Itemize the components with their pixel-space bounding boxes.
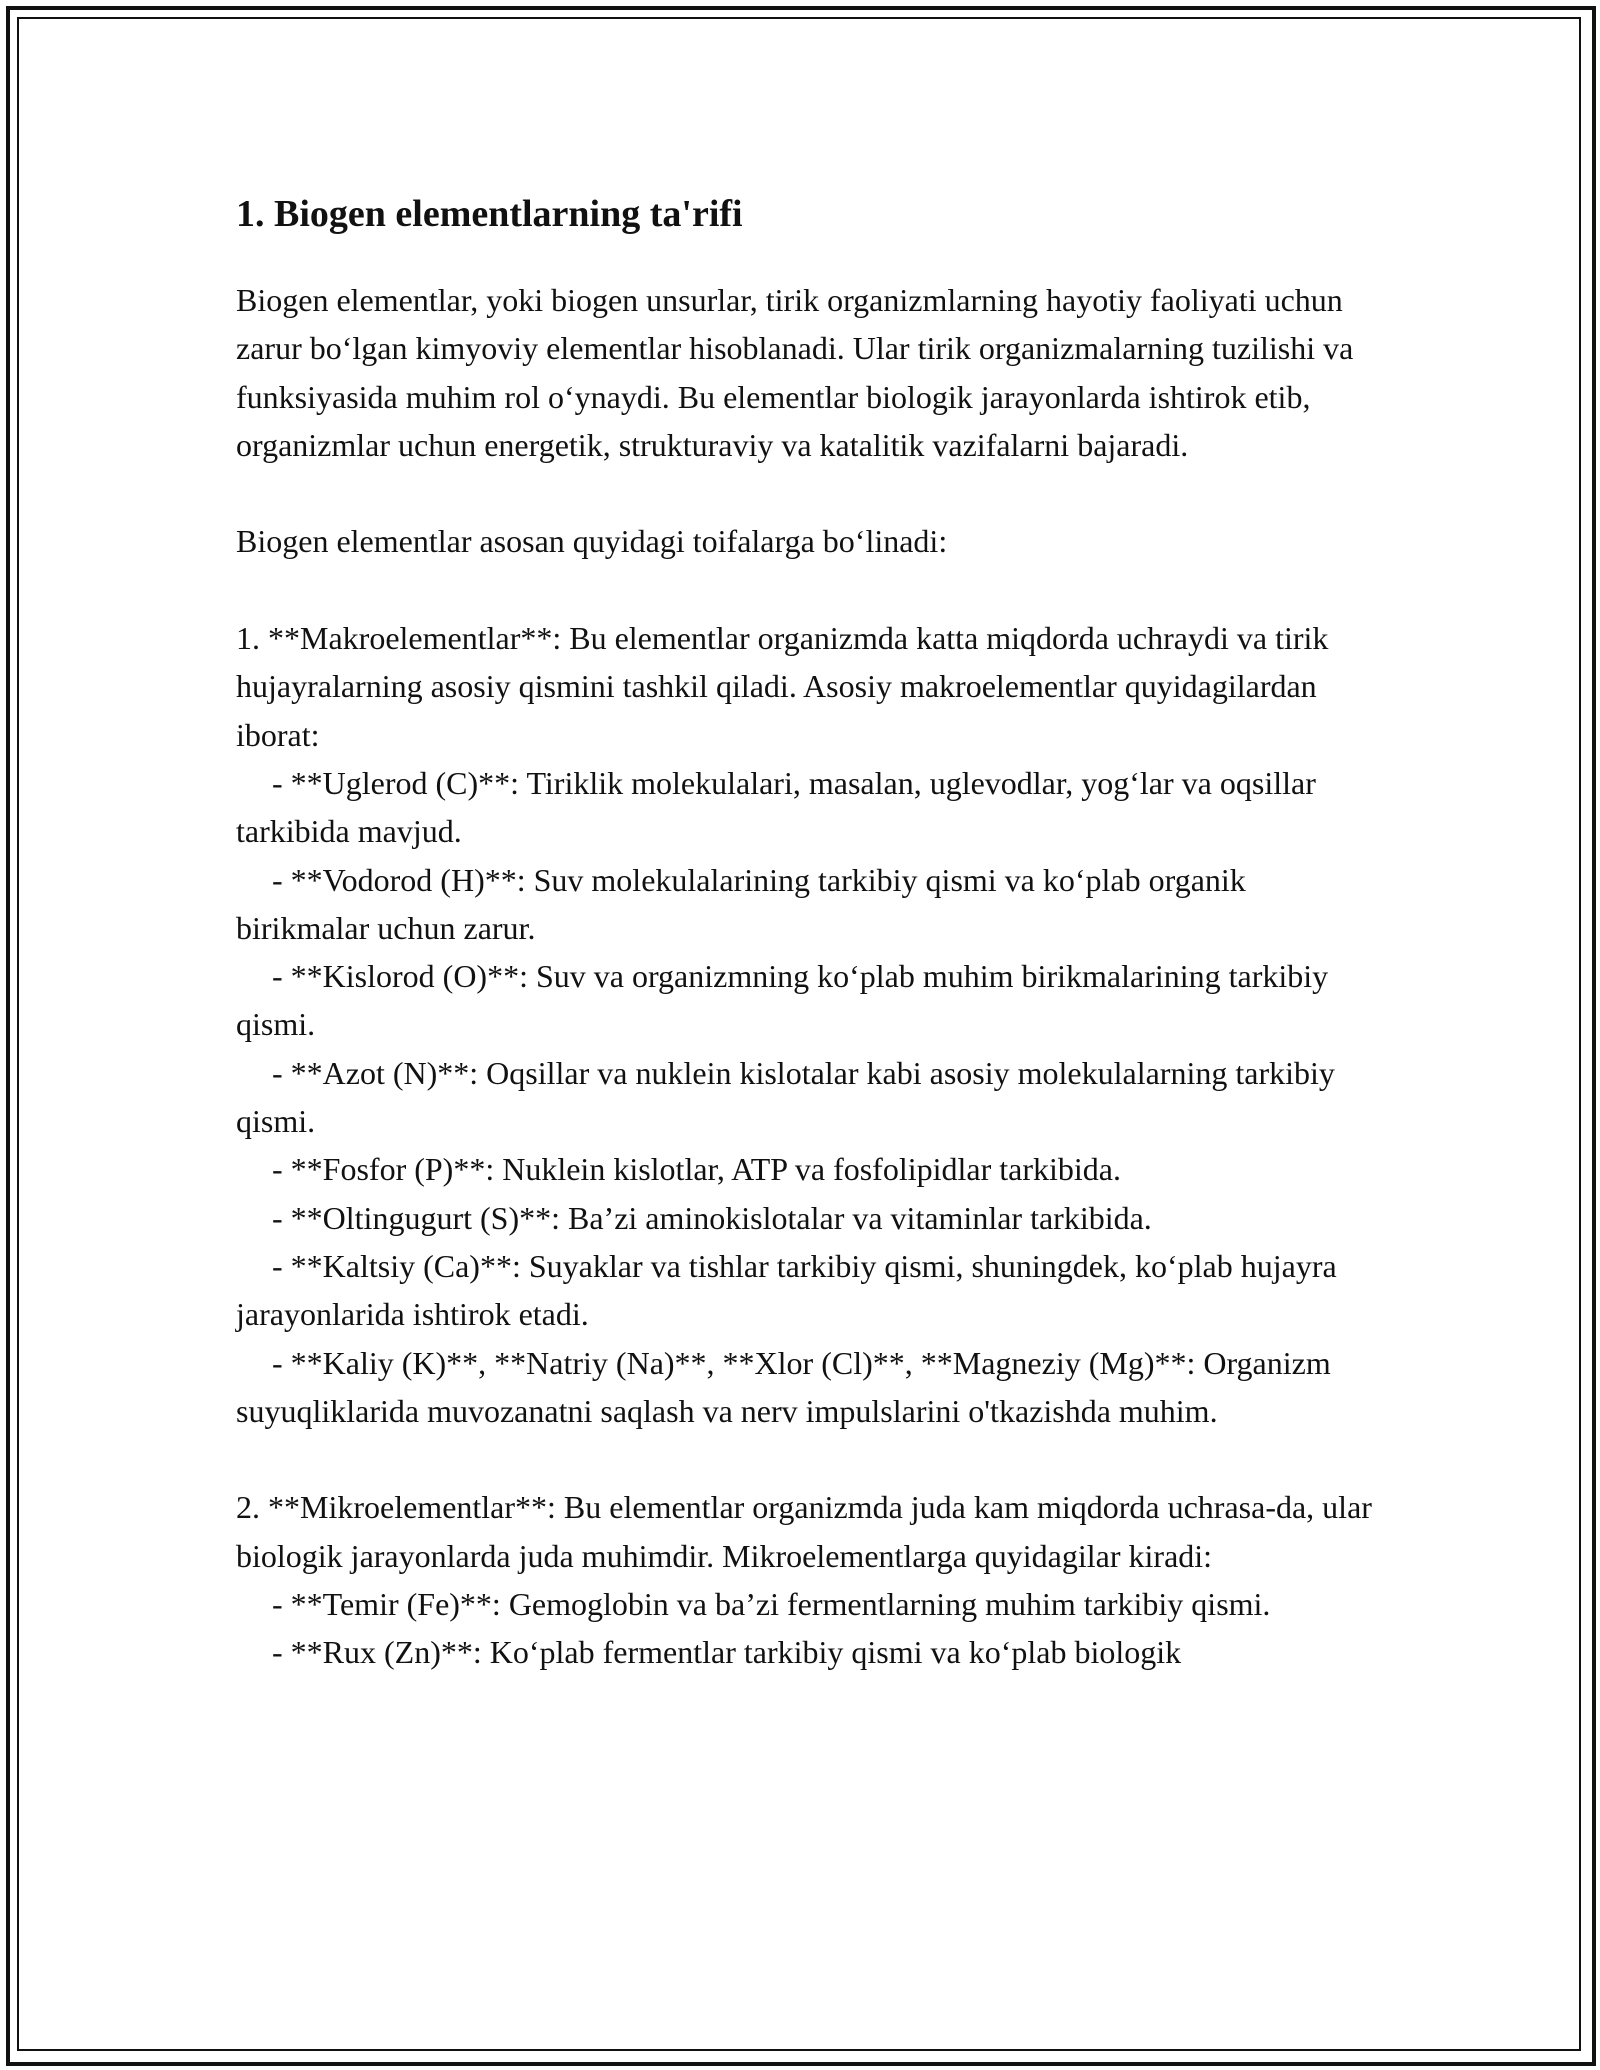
micro-item-zinc: - **Rux (Zn)**: Ko‘plab fermentlar tarkibiy qismi va ko‘plab biologik — [272, 1634, 1182, 1671]
micro-item-iron: - **Temir (Fe)**: Gemoglobin va ba’zi fermentlarning muhim tarkibiy qismi. — [272, 1586, 1271, 1623]
macro-item-carbon: - **Uglerod (C)**: Tiriklik molekulalari, masalan, uglevodlar, yog‘lar va oqsillar tarkibida mavjud. — [236, 764, 1316, 850]
intro-paragraph: Biogen elementlar, yoki biogen unsurlar, tirik organizmlarning hayotiy faoliyati uchun zarur bo‘lgan kimyoviy elementlar hisoblanadi. Ular tirik organizmalarning tuzilishi va funksiyasida muhim rol o‘ynaydi. Bu elementlar biologik jarayonlarda ishtirok etib, organizmlar uchun energetik, strukturaviy va katalitik vazifalarni bajaradi. — [236, 282, 1354, 463]
list-item — [236, 952, 1386, 1049]
categories-intro: Biogen elementlar asosan quyidagi toifalarga bo‘linadi: — [236, 523, 948, 560]
list-item — [236, 1339, 1386, 1436]
list-item — [236, 1145, 1386, 1193]
spacer — [236, 1435, 1386, 1483]
list-item — [236, 856, 1386, 953]
list-item — [236, 1242, 1386, 1339]
macro-heading: 1. **Makroelementlar**: Bu elementlar organizmda katta miqdorda uchraydi va tirik hujayralarning asosiy qismini tashkil qiladi. Asosiy makroelementlar quyidagilardan iborat: — [236, 620, 1329, 753]
list-item — [236, 759, 1386, 856]
spacer — [236, 469, 1386, 517]
list-item — [236, 1580, 1386, 1628]
macro-item-nitrogen: - **Azot (N)**: Oqsillar va nuklein kislotalar kabi asosiy molekulalarning tarkibiy qismi. — [236, 1054, 1335, 1140]
document-body — [236, 184, 1386, 1677]
macro-item-phosphorus: - **Fosfor (P)**: Nuklein kislotlar, ATP va fosfolipidlar tarkibida. — [272, 1151, 1121, 1188]
section-heading: 1. Biogen elementlarning ta'rifi — [236, 193, 743, 235]
list-item — [236, 1049, 1386, 1146]
list-item — [236, 1194, 1386, 1242]
macro-item-oxygen: - **Kislorod (O)**: Suv va organizmning ko‘plab muhim birikmalarining tarkibiy qismi. — [236, 958, 1329, 1043]
macro-item-hydrogen: - **Vodorod (H)**: Suv molekulalarining tarkibiy qismi va ko‘plab organik birikmalar uchun zarur. — [236, 861, 1246, 946]
spacer — [236, 566, 1386, 614]
macro-item-calcium: - **Kaltsiy (Ca)**: Suyaklar va tishlar tarkibiy qismi, shuningdek, ko‘plab hujayra jarayonlarida ishtirok etadi. — [236, 1247, 1337, 1333]
macro-item-sulfur: - **Oltingugurt (S)**: Ba’zi aminokislotalar va vitaminlar tarkibida. — [272, 1199, 1152, 1236]
micro-heading: 2. **Mikroelementlar**: Bu elementlar organizmda juda kam miqdorda uchrasa-da, ular biologik jarayonlarda juda muhimdir. Mikroelementlarga quyidagilar kiradi: — [236, 1489, 1372, 1574]
macro-item-electrolytes: - **Kaliy (K)**, **Natriy (Na)**, **Xlor (Cl)**, **Magneziy (Mg)**: Organizm suyuqliklarida muvozanatni saqlash va nerv impulslarini o'tkazishda muhim. — [236, 1344, 1331, 1429]
list-item — [236, 1628, 1386, 1676]
